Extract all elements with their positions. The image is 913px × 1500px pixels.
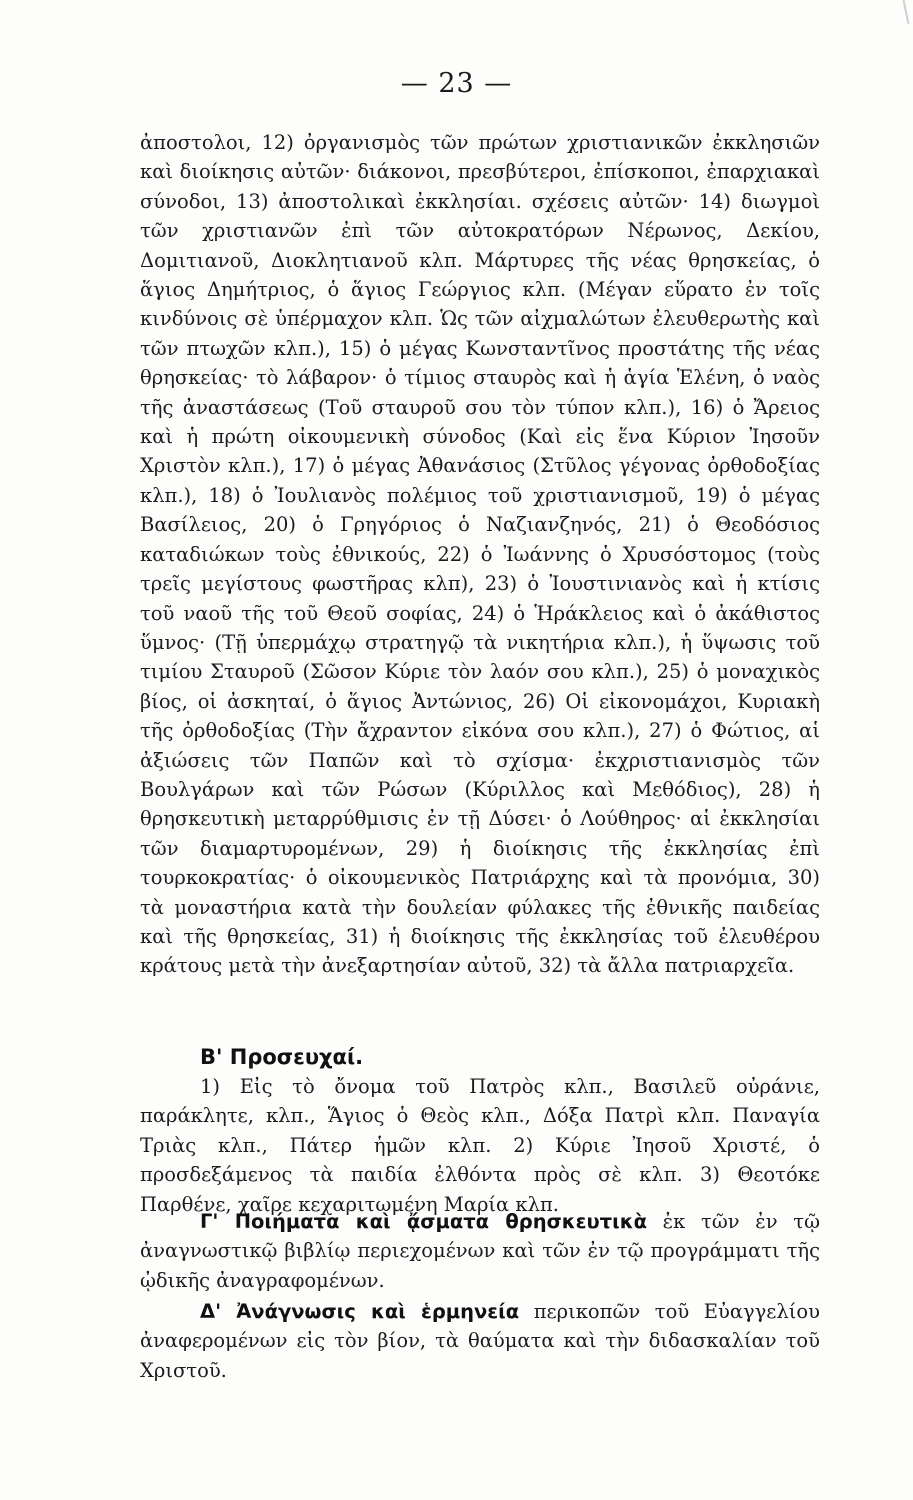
section-b-heading: Β' Προσευχαί. xyxy=(200,1045,364,1069)
main-paragraph: ἀποστολοι, 12) ὀργανισμὸς τῶν πρώτων χριστιανικῶν ἐκκλησιῶν καὶ διοίκησις αὐτῶν· διάκονοι, πρεσβύτεροι, ἐπίσκοποι, ἐπαρχιακαὶ σύνοδοι, 13) ἀποστολικαὶ ἐκκλησίαι. σχέσεις αὐτῶν· 14) διωγμοὶ τῶν χριστιανῶν ἐπὶ τῶν αὐτοκρατόρων Νέρωνος, Δεκίου, Δομιτιανοῦ, Διοκλητιανοῦ κλπ. Μάρτυρες τῆς νέας θρησκείας, ὁ ἅγιος Δημήτριος, ὁ ἅγιος Γεώργιος κλπ. (Μέγαν εὕρατο ἐν τοῖς κινδύνοις σὲ ὑπέρμαχον κλπ. Ὡς τῶν αἰχμαλώτων ἐλευθερωτὴς καὶ τῶν πτωχῶν κλπ.), 15) ὁ μέγας Κωνσταντῖνος προστάτης τῆς νέας θρησκείας· τὸ λάβαρον· ὁ τίμιος σταυρὸς καὶ ἡ ἁγία Ἑλένη, ὁ ναὸς τῆς ἀναστάσεως (Τοῦ σταυροῦ σου τὸν τύπον κλπ.), 16) ὁ Ἄρειος καὶ ἡ πρώτη οἰκουμενικὴ σύνοδος (Καὶ εἰς ἕνα Κύριον Ἰησοῦν Χριστὸν κλπ.), 17) ὁ μέγας Ἀθανάσιος (Στῦλος γέγονας ὀρθοδοξίας κλπ.), 18) ὁ Ἰουλιανὸς πολέμιος τοῦ χριστιανισμοῦ, 19) ὁ μέγας Βασίλειος, 20) ὁ Γρηγόριος ὁ Ναζιανζηνός, 21) ὁ Θεοδόσιος καταδιώκων τοὺς ἐθνικούς, 22) ὁ Ἰωάννης ὁ Χρυσόστομος (τοὺς τρεῖς μεγίστους φωστῆρας κλπ), 23) ὁ Ἰουστινιανὸς καὶ ἡ κτίσις τοῦ ναοῦ τῆς τοῦ Θεοῦ σοφίας, 24) ὁ Ἡράκλειος καὶ ὁ ἀκάθιστος ὕμνος· (Τῇ ὑπερμάχῳ στρατηγῷ τὰ νικητήρια κλπ.), ἡ ὕψωσις τοῦ τιμίου Σταυροῦ (Σῶσον Κύριε τὸν λαόν σου κλπ.), 25) ὁ μοναχικὸς βίος, οἱ ἀσκηταί, ὁ ἅγιος Ἀντώνιος, 26) Οἱ εἰκονομάχοι, Κυριακὴ τῆς ὀρθοδοξίας (Τὴν ἄχραντον εἰκόνα σου κλπ.), 27) ὁ Φώτιος, αἱ ἀξιώσεις τῶν Παπῶν καὶ τὸ σχίσμα· ἐκχριστιανισμὸς τῶν Βουλγάρων καὶ τῶν Ρώσων (Κύριλλος καὶ Μεθόδιος), 28) ἡ θρησκευτικὴ μεταρρύθμισις ἐν τῇ Δύσει· ὁ Λούθηρος· αἱ ἐκκλησίαι τῶν διαμαρτυρομένων, 29) ἡ διοίκησις τῆς ἐκκλησίας ἐπὶ τουρκοκρατίας· ὁ οἰκουμενικὸς Πατριάρχης καὶ τὰ προνόμια, 30) τὰ μοναστήρια κατὰ τὴν δουλείαν φύλακες τῆς ἐθνικῆς παιδείας καὶ τῆς θρησκείας, 31) ἡ διοίκησις τῆς ἐκκλησίας τοῦ ἐλευθέρου κράτους μετὰ τὴν ἀνεξαρτησίαν αὐτοῦ, 32) τὰ ἄλλα πατριαρχεῖα. xyxy=(140,131,820,978)
section-b-text: 1) Εἰς τὸ ὄνομα τοῦ Πατρὸς κλπ., Βασιλεῦ οὐράνιε, παράκλητε, κλπ., Ἅγιος ὁ Θεὸς κλπ., Δόξα Πατρὶ κλπ. Παναγία Τριὰς κλπ., Πάτερ ἡμῶν κλπ. 2) Κύριε Ἰησοῦ Χριστέ, ὁ προσδεξάμενος τὰ παιδία ἐλθόντα πρὸς σὲ κλπ. 3) Θεοτόκε Παρθένε, χαῖρε κεχαριτωμένη Μαρία κλπ. xyxy=(140,1075,820,1216)
page-number: — 23 — xyxy=(400,68,513,99)
section-d-heading: Δ' Ἀνάγνωσις καὶ ἑρμηνεία xyxy=(200,1300,520,1323)
section-c-text: ἐκ τῶν ἐν τῷ ἀναγνωστικῷ βιβλίῳ περιεχομένων καὶ τῶν ἐν τῷ προγράμματι τῆς ᾠδικῆς ἀναγραφομένων. xyxy=(140,1210,820,1292)
page-corner-mark xyxy=(903,0,910,24)
section-c-heading: Γ' Ποιήματα καὶ ᾄσματα θρησκευτικὰ xyxy=(200,1210,647,1233)
section-d-text: περικοπῶν τοῦ Εὐαγγελίου ἀναφερομένων εἰς τὸν βίον, τὰ θαύματα καὶ τὴν διδασκαλίαν τοῦ Χριστοῦ. xyxy=(140,1300,820,1382)
section-d xyxy=(140,1297,820,1385)
section-c xyxy=(140,1207,820,1295)
